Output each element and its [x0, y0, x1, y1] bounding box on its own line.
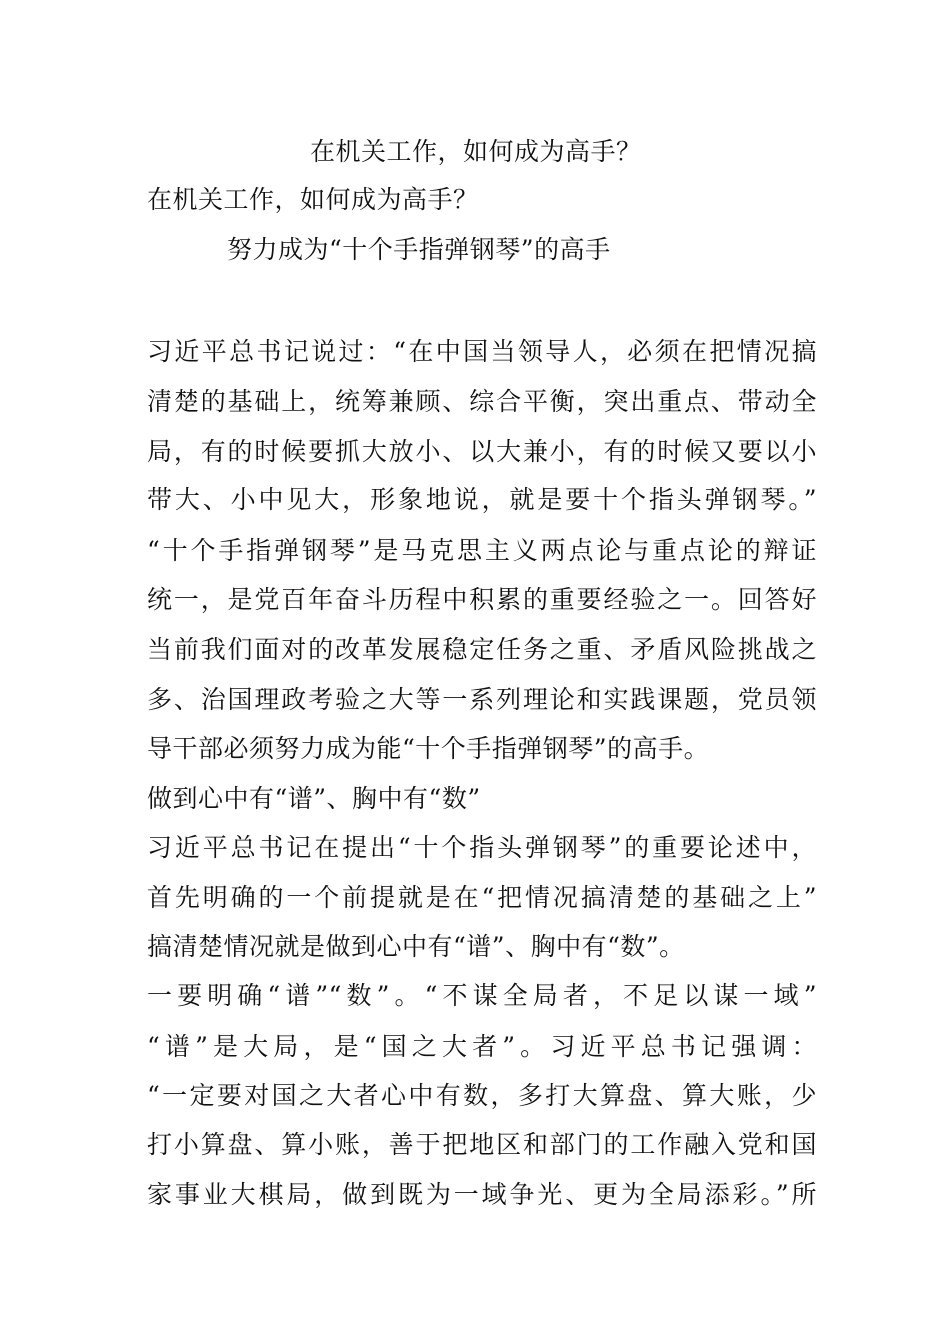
body-line-18: 家事业大棋局，做到既为一域争光、更为全局添彩。”所: [147, 1180, 817, 1209]
body-line-14: 一要明确“谱”“数”。“不谋全局者，不足以谋一域”: [147, 981, 817, 1010]
body-line-3: 局，有的时候要抓大放小、以大兼小，有的时候又要以小: [147, 437, 817, 466]
body-line-9: 导干部必须努力成为能“十个手指弹钢琴”的高手。: [147, 734, 710, 763]
document-title-repeat: 在机关工作，如何成为高手？: [147, 185, 479, 214]
body-line-17: 打小算盘、算小账，善于把地区和部门的工作融入党和国: [147, 1130, 817, 1159]
body-line-4: 带大、小中见大，形象地说，就是要十个指头弹钢琴。”: [147, 485, 817, 514]
document-title: 在机关工作，如何成为高手？: [310, 137, 642, 166]
body-line-15: “谱”是大局，是“国之大者”。习近平总书记强调：: [147, 1032, 817, 1061]
body-line-7: 当前我们面对的改革发展稳定任务之重、矛盾风险挑战之: [147, 635, 817, 664]
body-line-11: 习近平总书记在提出“十个指头弹钢琴”的重要论述中，: [147, 833, 817, 862]
body-line-13: 搞清楚情况就是做到心中有“谱”、胸中有“数”。: [147, 932, 685, 961]
section-heading: 做到心中有“谱”、胸中有“数”: [147, 784, 481, 813]
body-line-12: 首先明确的一个前提就是在“把情况搞清楚的基础之上”: [147, 883, 817, 912]
body-line-1: 习近平总书记说过：“在中国当领导人，必须在把情况搞: [147, 337, 817, 366]
body-line-6: 统一，是党百年奋斗历程中积累的重要经验之一。回答好: [147, 585, 817, 614]
body-line-8: 多、治国理政考验之大等一系列理论和实践课题，党员领: [147, 685, 817, 714]
body-line-5: “十个手指弹钢琴”是马克思主义两点论与重点论的辩证: [147, 536, 817, 565]
body-line-2: 清楚的基础上，统筹兼顾、综合平衡，突出重点、带动全: [147, 387, 817, 416]
document-subtitle: 努力成为“十个手指弹钢琴”的高手: [227, 235, 611, 264]
body-line-16: “一定要对国之大者心中有数，多打大算盘、算大账，少: [147, 1081, 817, 1110]
